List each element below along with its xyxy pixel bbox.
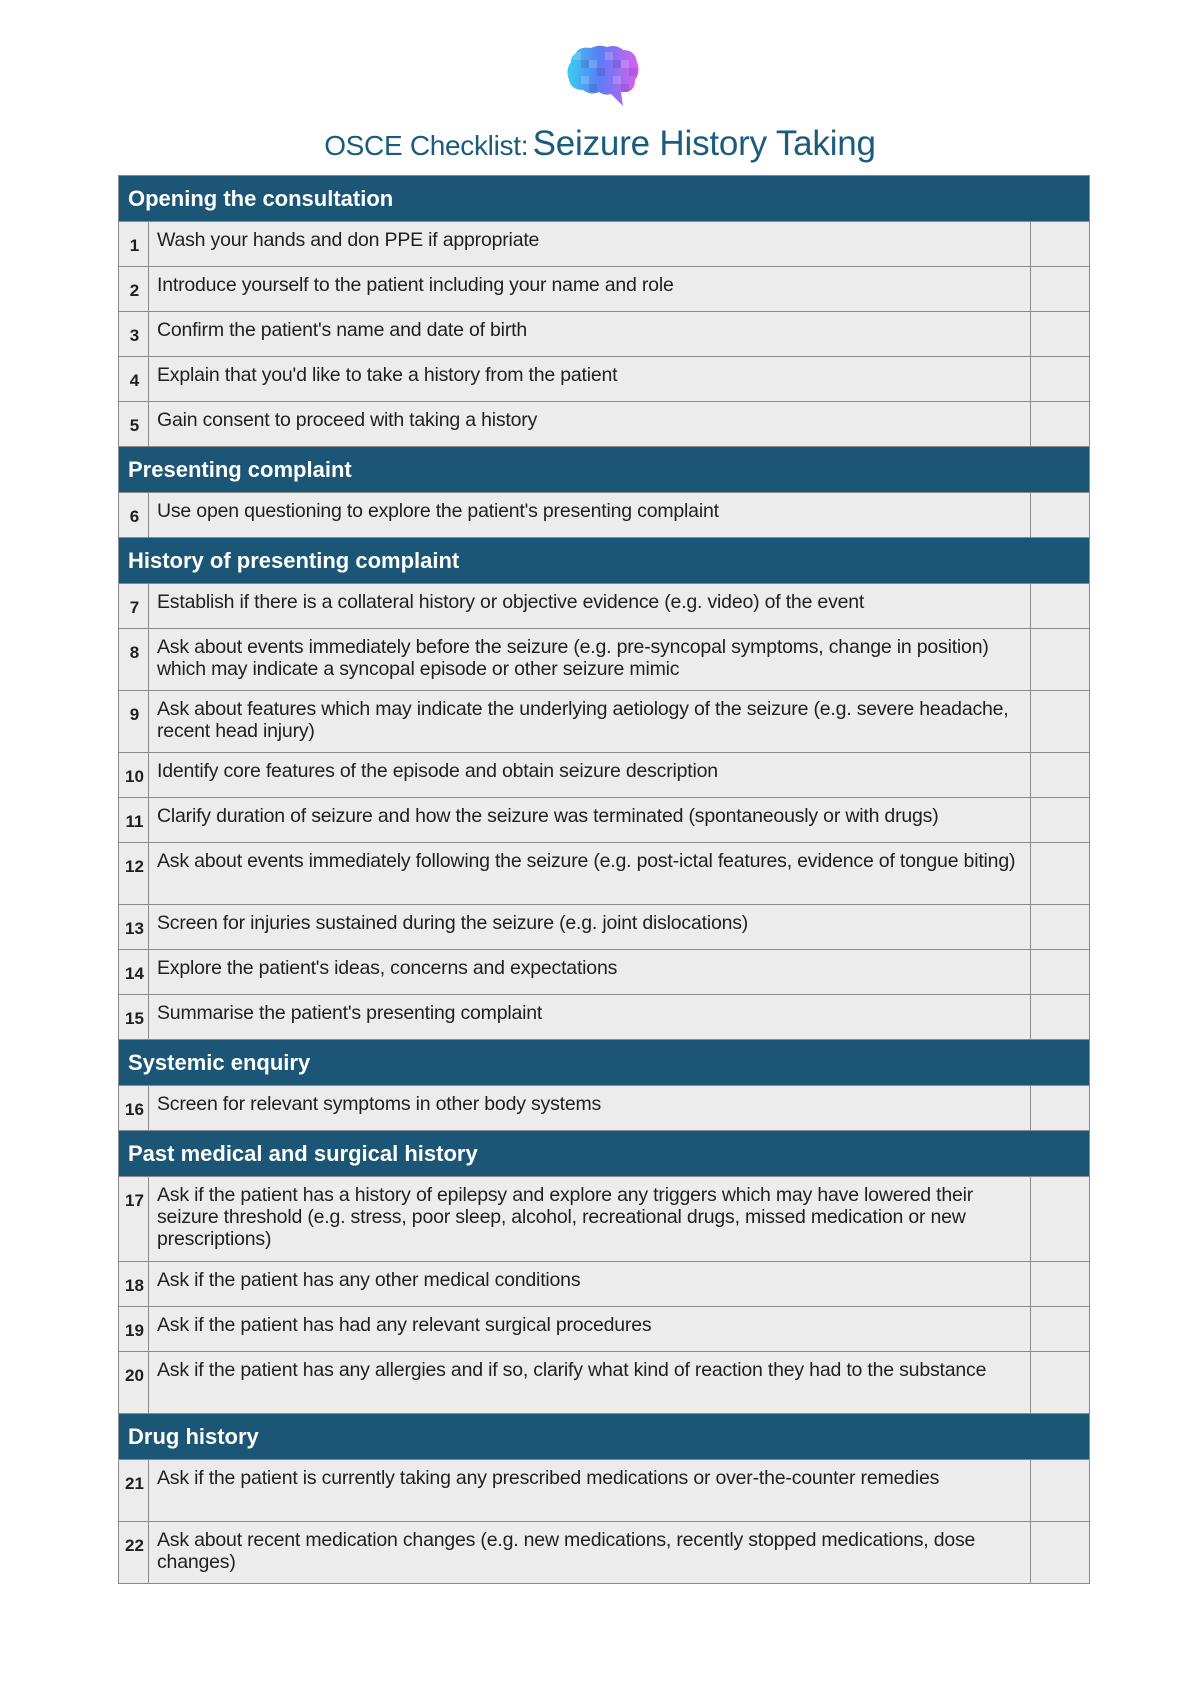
- item-checkbox[interactable]: [1031, 629, 1089, 690]
- item-text: Identify core features of the episode and obtain seizure description: [149, 753, 1031, 797]
- checklist-table: [118, 175, 1090, 1584]
- checklist-row: [119, 1351, 1089, 1413]
- checklist-row: [119, 690, 1089, 752]
- item-text: Use open questioning to explore the patient's presenting complaint: [149, 493, 1031, 537]
- item-text: Ask if the patient has had any relevant surgical procedures: [149, 1307, 1031, 1351]
- item-checkbox[interactable]: [1031, 798, 1089, 842]
- title-main: Seizure History Taking: [532, 124, 876, 163]
- item-number: 1: [119, 222, 149, 266]
- item-text: Gain consent to proceed with taking a history: [149, 402, 1031, 446]
- item-text: Establish if there is a collateral history or objective evidence (e.g. video) of the event: [149, 584, 1031, 628]
- item-text: Introduce yourself to the patient including your name and role: [149, 267, 1031, 311]
- item-checkbox[interactable]: [1031, 950, 1089, 994]
- item-text: Clarify duration of seizure and how the seizure was terminated (spontaneously or with drugs): [149, 798, 1031, 842]
- section-header: History of presenting complaint: [119, 537, 1089, 583]
- item-number: 19: [119, 1307, 149, 1351]
- item-number: 12: [119, 843, 149, 904]
- checklist-row: [119, 401, 1089, 446]
- item-number: 20: [119, 1352, 149, 1413]
- item-text: Ask about recent medication changes (e.g. new medications, recently stopped medications, dose changes): [149, 1522, 1031, 1583]
- item-text: Ask if the patient is currently taking any prescribed medications or over-the-counter remedies: [149, 1460, 1031, 1521]
- item-text: Screen for relevant symptoms in other body systems: [149, 1086, 1031, 1130]
- checklist-row: [119, 356, 1089, 401]
- checklist-row: [119, 628, 1089, 690]
- item-number: 18: [119, 1262, 149, 1306]
- checklist-row: [119, 1261, 1089, 1306]
- section-header: Past medical and surgical history: [119, 1130, 1089, 1176]
- page-title: [0, 124, 1200, 164]
- item-number: 5: [119, 402, 149, 446]
- checklist-row: [119, 1085, 1089, 1130]
- checklist-row: [119, 492, 1089, 537]
- item-checkbox[interactable]: [1031, 357, 1089, 401]
- checklist-row: [119, 797, 1089, 842]
- item-number: 11: [119, 798, 149, 842]
- item-number: 7: [119, 584, 149, 628]
- title-prefix: OSCE Checklist:: [324, 130, 529, 161]
- item-number: 17: [119, 1177, 149, 1261]
- item-number: 6: [119, 493, 149, 537]
- item-checkbox[interactable]: [1031, 753, 1089, 797]
- item-checkbox[interactable]: [1031, 1522, 1089, 1583]
- item-number: 2: [119, 267, 149, 311]
- item-text: Ask about features which may indicate the underlying aetiology of the seizure (e.g. severe headache, recent head injury): [149, 691, 1031, 752]
- item-checkbox[interactable]: [1031, 1086, 1089, 1130]
- item-number: 9: [119, 691, 149, 752]
- item-number: 10: [119, 753, 149, 797]
- item-checkbox[interactable]: [1031, 1262, 1089, 1306]
- item-checkbox[interactable]: [1031, 691, 1089, 752]
- section-header: Drug history: [119, 1413, 1089, 1459]
- item-checkbox[interactable]: [1031, 1352, 1089, 1413]
- checklist-row: [119, 994, 1089, 1039]
- item-checkbox[interactable]: [1031, 905, 1089, 949]
- checklist-row: [119, 842, 1089, 904]
- item-number: 15: [119, 995, 149, 1039]
- item-text: Confirm the patient's name and date of birth: [149, 312, 1031, 356]
- item-text: Ask if the patient has any other medical conditions: [149, 1262, 1031, 1306]
- item-text: Ask if the patient has a history of epilepsy and explore any triggers which may have lowered their seizure threshold (e.g. stress, poor sleep, alcohol, recreational drugs, missed medication or new prescriptions): [149, 1177, 1031, 1261]
- item-checkbox[interactable]: [1031, 222, 1089, 266]
- item-text: Wash your hands and don PPE if appropriate: [149, 222, 1031, 266]
- item-text: Screen for injuries sustained during the seizure (e.g. joint dislocations): [149, 905, 1031, 949]
- item-checkbox[interactable]: [1031, 493, 1089, 537]
- item-text: Summarise the patient's presenting complaint: [149, 995, 1031, 1039]
- section-header: Opening the consultation: [119, 175, 1089, 221]
- item-checkbox[interactable]: [1031, 995, 1089, 1039]
- checklist-row: [119, 311, 1089, 356]
- item-text: Ask about events immediately following the seizure (e.g. post-ictal features, evidence of tongue biting): [149, 843, 1031, 904]
- item-number: 3: [119, 312, 149, 356]
- item-checkbox[interactable]: [1031, 267, 1089, 311]
- checklist-row: [119, 1306, 1089, 1351]
- item-number: 16: [119, 1086, 149, 1130]
- checklist-row: [119, 904, 1089, 949]
- item-number: 22: [119, 1522, 149, 1583]
- brain-pixel-logo-icon: [565, 44, 641, 110]
- item-checkbox[interactable]: [1031, 843, 1089, 904]
- checklist-row: [119, 221, 1089, 266]
- checklist-row: [119, 1176, 1089, 1261]
- checklist-row: [119, 1459, 1089, 1521]
- item-checkbox[interactable]: [1031, 584, 1089, 628]
- checklist-row: [119, 266, 1089, 311]
- item-number: 21: [119, 1460, 149, 1521]
- item-number: 8: [119, 629, 149, 690]
- item-checkbox[interactable]: [1031, 1177, 1089, 1261]
- item-number: 4: [119, 357, 149, 401]
- checklist-row: [119, 752, 1089, 797]
- section-header: Systemic enquiry: [119, 1039, 1089, 1085]
- item-text: Ask about events immediately before the seizure (e.g. pre-syncopal symptoms, change in position) which may indicate a syncopal episode or other seizure mimic: [149, 629, 1031, 690]
- checklist-row: [119, 583, 1089, 628]
- item-text: Ask if the patient has any allergies and if so, clarify what kind of reaction they had to the substance: [149, 1352, 1031, 1413]
- item-checkbox[interactable]: [1031, 1307, 1089, 1351]
- item-number: 13: [119, 905, 149, 949]
- item-checkbox[interactable]: [1031, 312, 1089, 356]
- item-text: Explore the patient's ideas, concerns and expectations: [149, 950, 1031, 994]
- item-checkbox[interactable]: [1031, 1460, 1089, 1521]
- section-header: Presenting complaint: [119, 446, 1089, 492]
- item-number: 14: [119, 950, 149, 994]
- item-checkbox[interactable]: [1031, 402, 1089, 446]
- checklist-row: [119, 1521, 1089, 1583]
- checklist-row: [119, 949, 1089, 994]
- item-text: Explain that you'd like to take a history from the patient: [149, 357, 1031, 401]
